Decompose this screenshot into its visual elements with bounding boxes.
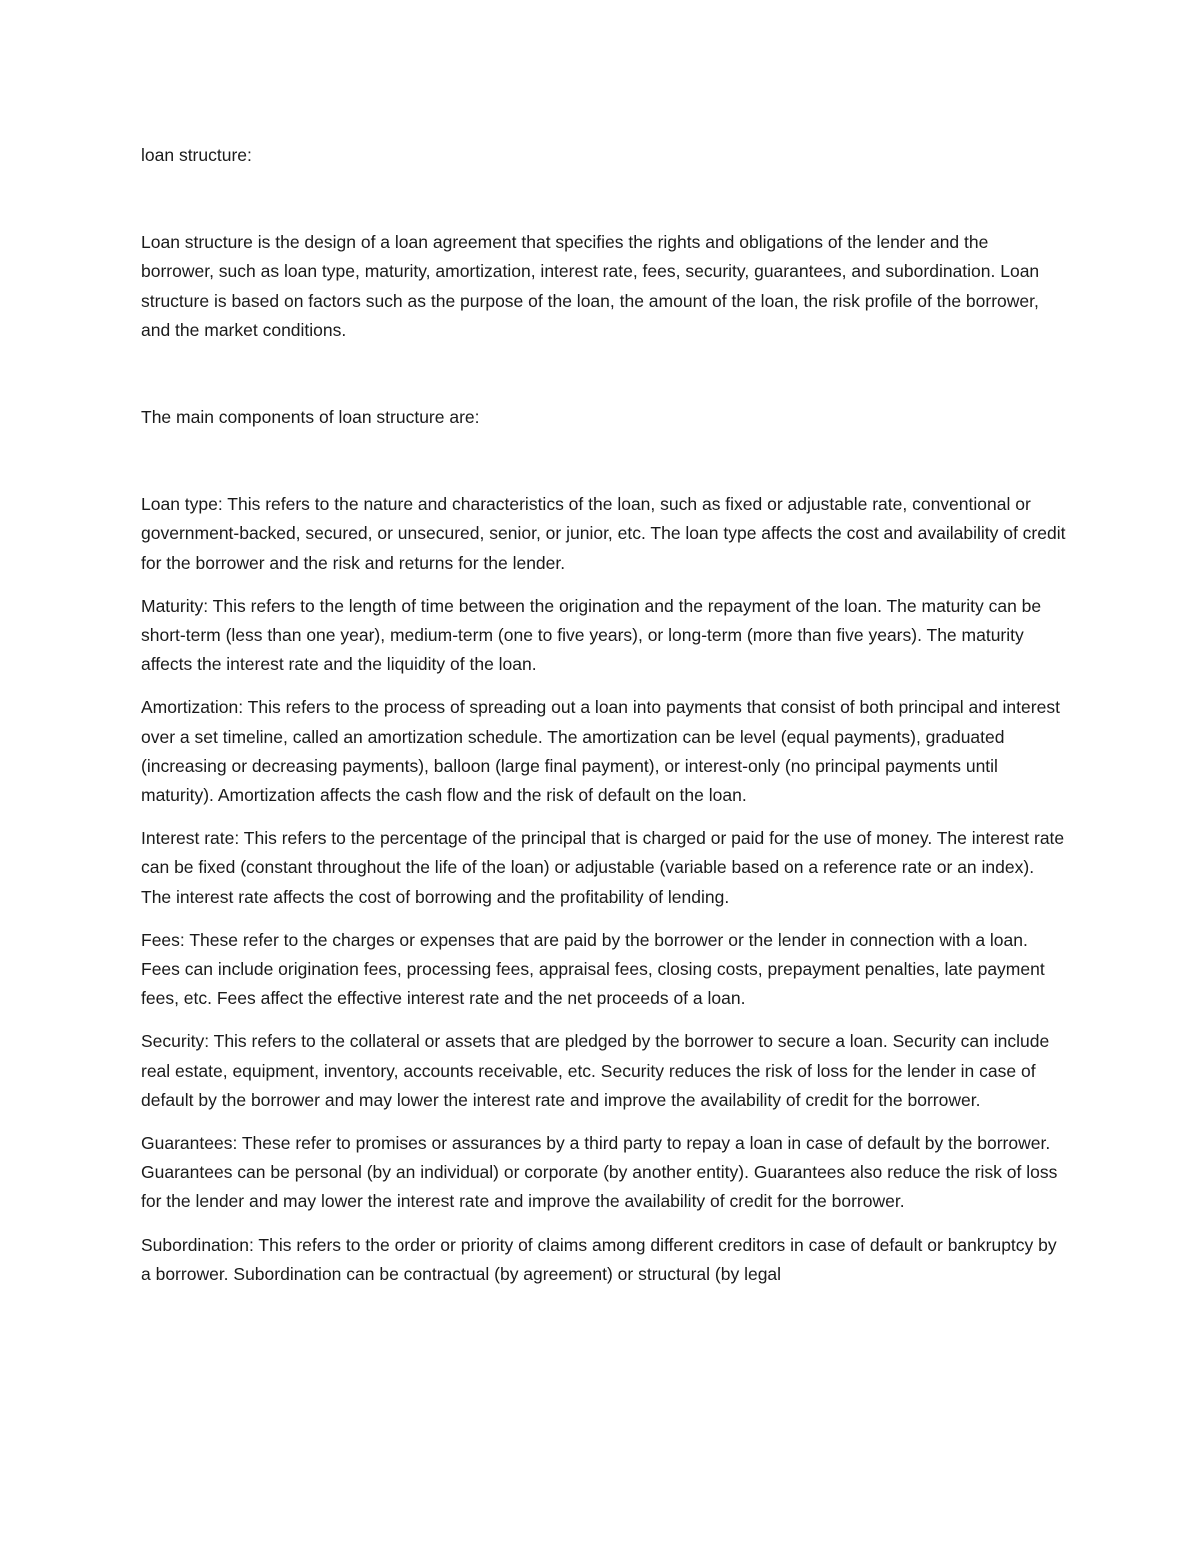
component-amortization: Amortization: This refers to the process of spreading out a loan into payments that consist of both principal and interest over a set timeline, called an amortization schedule. The amortization can be level (equal payments), graduated (increasing or decreasing payments), balloon (large final payment), or interest-only (no principal payments until maturity). Amortization affects the cash flow and the risk of default on the loan.	[141, 697, 1060, 806]
intro-paragraph: Loan structure is the design of a loan agreement that specifies the rights and obligations of the lender and the borrower, such as loan type, maturity, amortization, interest rate, fees, security, guarantees, and subordination. Loan structure is based on factors such as the purpose of the loan, the amount of the loan, the risk profile of the borrower, and the market conditions.	[141, 232, 1040, 340]
component-fees: Fees: These refer to the charges or expenses that are paid by the borrower or the lender in connection with a loan. Fees can include origination fees, processing fees, appraisal fees, closing costs, prepayment penalties, late payment fees, etc. Fees affect the effective interest rate and the net proceeds of a loan.	[141, 929, 1045, 1009]
components-heading: The main components of loan structure are:	[141, 407, 480, 428]
component-interest-rate: Interest rate: This refers to the percentage of the principal that is charged or paid for the use of money. The interest rate can be fixed (constant throughout the life of the loan) or adjustable (variable based on a reference rate or an index). The interest rate affects the cost of borrowing and the profitability of lending.	[141, 828, 1065, 907]
component-loan-type: Loan type: This refers to the nature and characteristics of the loan, such as fixed or adjustable rate, conventional or government-backed, secured, or unsecured, senior, or junior, etc. The loan type affects the cost and availability of credit for the borrower and the risk and returns for the lender.	[141, 494, 1066, 573]
component-maturity: Maturity: This refers to the length of time between the origination and the repayment of the loan. The maturity can be short-term (less than one year), medium-term (one to five years), or long-term (more than five years). The maturity affects the interest rate and the liquidity of the loan.	[141, 595, 1042, 675]
document-title: loan structure:	[141, 145, 252, 165]
component-subordination: Subordination: This refers to the order or priority of claims among different creditors in case of default or bankruptcy by a borrower. Subordination can be contractual (by agreement) or structural (by legal	[141, 1234, 1057, 1284]
component-guarantees: Guarantees: These refer to promises or assurances by a third party to repay a loan in case of default by the borrower. Guarantees can be personal (by an individual) or corporate (by another entity). Guarantees also reduce the risk of loss for the lender and may lower the interest rate and improve the availability of credit for the borrower.	[141, 1133, 1058, 1212]
component-security: Security: This refers to the collateral or assets that are pledged by the borrower to secure a loan. Security can include real estate, equipment, inventory, accounts receivable, etc. Security reduces the risk of loss for the lender in case of default by the borrower and may lower the interest rate and improve the availability of credit for the borrower.	[141, 1031, 1050, 1110]
document-body	[141, 141, 1066, 1303]
